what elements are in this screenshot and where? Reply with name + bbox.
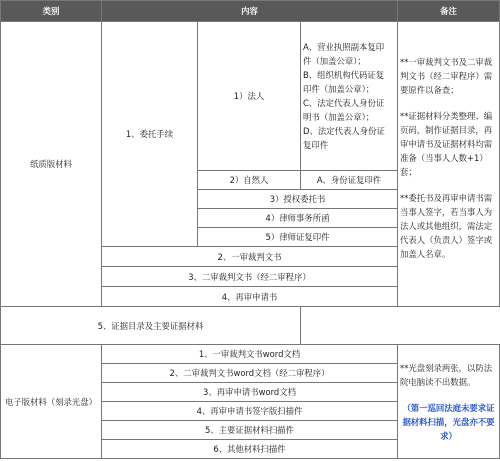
remark-text: **委托书及再审申请书需当事人签字，若当事人为法人或其他组织，需法定代表人（负责人）签字或加盖人名章。 <box>400 193 493 259</box>
doc-line: 明书（加盖公章）； <box>303 112 375 122</box>
paper-remarks <box>398 22 500 307</box>
lawyer-license: 5）律师证复印件 <box>198 228 398 247</box>
legal-person-docs <box>301 22 398 171</box>
retrial-application: 4、再审申请书 <box>102 287 398 307</box>
legal-person: 1）法人 <box>198 22 301 171</box>
header-remark: 备注 <box>398 1 500 22</box>
doc-line: 复印件 <box>303 140 329 150</box>
table-row <box>1 22 500 171</box>
electronic-item: 2、二审裁判文书word文档（经二审程序） <box>102 364 398 383</box>
remark-text: **一审裁判文书及二审裁判文书（经二审程序）需要原件以备查； <box>400 57 493 95</box>
doc-line: D、法定代表人身份证 <box>303 126 385 136</box>
electronic-category: 电子版材料（刻录光盘） <box>1 345 102 459</box>
remark-highlight: （第一巡回法庭未要求证据材料扫描，光盘亦不要求） <box>402 402 495 441</box>
table-header-row <box>1 1 500 22</box>
natural-person: 2）自然人 <box>198 171 301 190</box>
table-row <box>1 345 500 364</box>
electronic-item: 1、一审裁判文书word文档 <box>102 345 398 364</box>
electronic-item: 5、主要证据材料扫描件 <box>102 421 398 440</box>
remark-text: **光盘刻录两张，以防法院电脑读不出数据。 <box>400 362 493 387</box>
remark-text: **证据材料分类整理、编页码，制作证据目录，再审申请书及证据材料均需准备（当事人人数+1）套； <box>400 111 493 177</box>
doc-line: 件（加盖公章）； <box>303 56 366 66</box>
first-judgment: 2、一审裁判文书 <box>102 247 398 267</box>
electronic-remarks <box>398 345 500 459</box>
table-row <box>1 307 500 345</box>
header-category: 类别 <box>1 1 102 22</box>
doc-line: A、营业执照副本复印 <box>303 42 385 52</box>
doc-line: C、法定代表人身份证 <box>303 98 385 108</box>
doc-line: 印件（加盖公章）； <box>303 84 375 94</box>
entrust-procedure: 1、委托手续 <box>102 22 198 247</box>
second-judgment: 3、二审裁判文书（经二审程序） <box>102 267 398 287</box>
electronic-item: 4、再审申请书签字版扫描件 <box>102 402 398 421</box>
doc-line: B、组织机构代码证复 <box>303 70 385 80</box>
evidence-materials: 5、证据目录及主要证据材料 <box>1 307 301 345</box>
power-of-attorney: 3）授权委托书 <box>198 190 398 209</box>
electronic-item: 6、其他材料扫描件 <box>102 440 398 459</box>
header-content: 内容 <box>102 1 398 22</box>
electronic-item: 3、再审申请书word文档 <box>102 383 398 402</box>
natural-person-doc: A、身份证复印件 <box>301 171 398 190</box>
law-firm-letter: 4）律师事务所函 <box>198 209 398 228</box>
paper-category: 纸质版材料 <box>1 22 102 307</box>
